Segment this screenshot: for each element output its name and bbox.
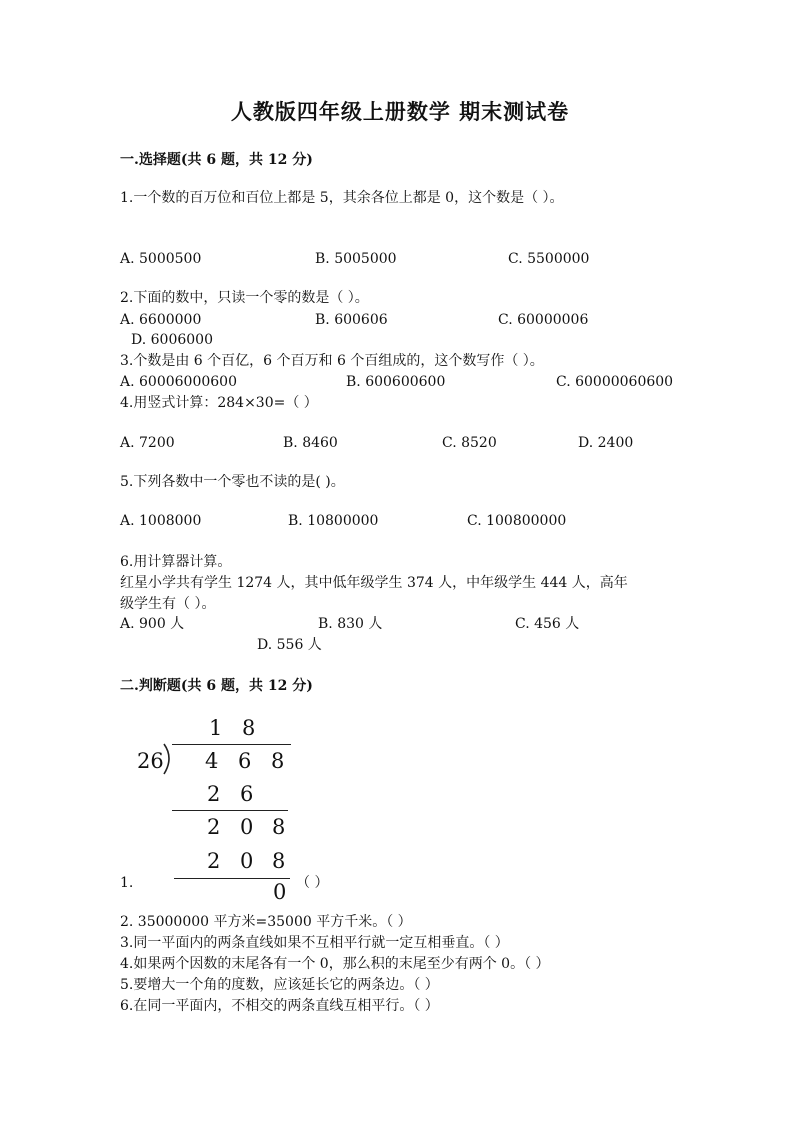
step2-digit: 0 [240,849,254,873]
q2-option-b: B. 600606 [315,312,388,328]
remainder1-digit: 0 [240,815,254,839]
question-6-text-line-1: 红星小学共有学生 1274 人，其中低年级学生 374 人，中年级学生 444 人，高年 [120,575,628,591]
q5-option-b: B. 10800000 [288,513,379,529]
section-heading-choice: 一.选择题(共 6 题，共 12 分) [120,152,313,168]
page-title: 人教版四年级上册数学 期末测试卷 [230,99,570,124]
judgement-1-number: 1. [120,875,134,891]
q6-option-a: A. 900 人 [120,616,185,632]
section-heading-judgement: 二.判断题(共 6 题，共 12 分) [120,678,313,694]
remainder1-digit: 8 [272,815,286,839]
step1-digit: 6 [240,782,254,806]
question-3-stem: 3.个数是由 6 个百亿，6 个百万和 6 个百组成的，这个数写作（ ）。 [120,353,544,369]
judgement-6: 6.在同一平面内，不相交的两条直线互相平行。（ ） [120,998,439,1014]
q6-option-b: B. 830 人 [318,616,383,632]
judgement-1-answer-blank: （ ） [296,875,329,891]
q3-option-c: C. 60000060600 [556,374,674,390]
divisor: 26 [137,749,164,773]
q4-option-a: A. 7200 [120,435,175,451]
subtraction-line [174,878,290,879]
step1-digit: 2 [207,782,221,806]
step2-digit: 2 [207,849,221,873]
quotient-digit: 1 [209,716,223,740]
judgement-5: 5.要增大一个角的度数，应该延长它的两条边。（ ） [120,977,439,993]
subtraction-line [172,810,288,811]
q6-option-c: C. 456 人 [515,616,580,632]
question-4-stem: 4.用竖式计算：284×30=（ ） [120,395,318,411]
q1-option-a: A. 5000500 [120,251,202,267]
division-bar [172,744,291,745]
judgement-2: 2. 35000000 平方米=35000 平方千米。（ ） [120,914,412,930]
q3-option-a: A. 60006000600 [120,374,237,390]
q4-option-c: C. 8520 [442,435,497,451]
final-remainder: 0 [273,880,287,904]
question-1-stem: 1.一个数的百万位和百位上都是 5，其余各位上都是 0，这个数是（ ）。 [120,190,564,206]
q5-option-a: A. 1008000 [120,513,202,529]
question-6-text-line-2: 级学生有（ ）。 [120,596,216,612]
question-2-stem: 2.下面的数中，只读一个零的数是（ ）。 [120,290,369,306]
quotient-digit: 8 [242,716,256,740]
question-5-stem: 5.下列各数中一个零也不读的是( )。 [120,474,345,490]
q2-option-d: D. 6006000 [131,332,213,348]
dividend-digit: 6 [238,749,252,773]
remainder1-digit: 2 [207,815,221,839]
q4-option-b: B. 8460 [283,435,338,451]
step2-digit: 8 [272,849,286,873]
q2-option-c: C. 60000006 [498,312,589,328]
q4-option-d: D. 2400 [578,435,634,451]
q6-option-d: D. 556 人 [257,637,322,653]
q1-option-b: B. 5005000 [315,251,397,267]
q3-option-b: B. 600600600 [346,374,446,390]
question-6-stem: 6.用计算器计算。 [120,554,232,570]
q2-option-a: A. 6600000 [120,312,202,328]
judgement-4: 4.如果两个因数的末尾各有一个 0，那么积的末尾至少有两个 0。（ ） [120,956,550,972]
q5-option-c: C. 100800000 [467,513,567,529]
dividend-digit: 8 [271,749,285,773]
q1-option-c: C. 5500000 [508,251,590,267]
dividend-digit: 4 [205,749,219,773]
judgement-3: 3.同一平面内的两条直线如果不互相平行就一定互相垂直。（ ） [120,935,509,951]
